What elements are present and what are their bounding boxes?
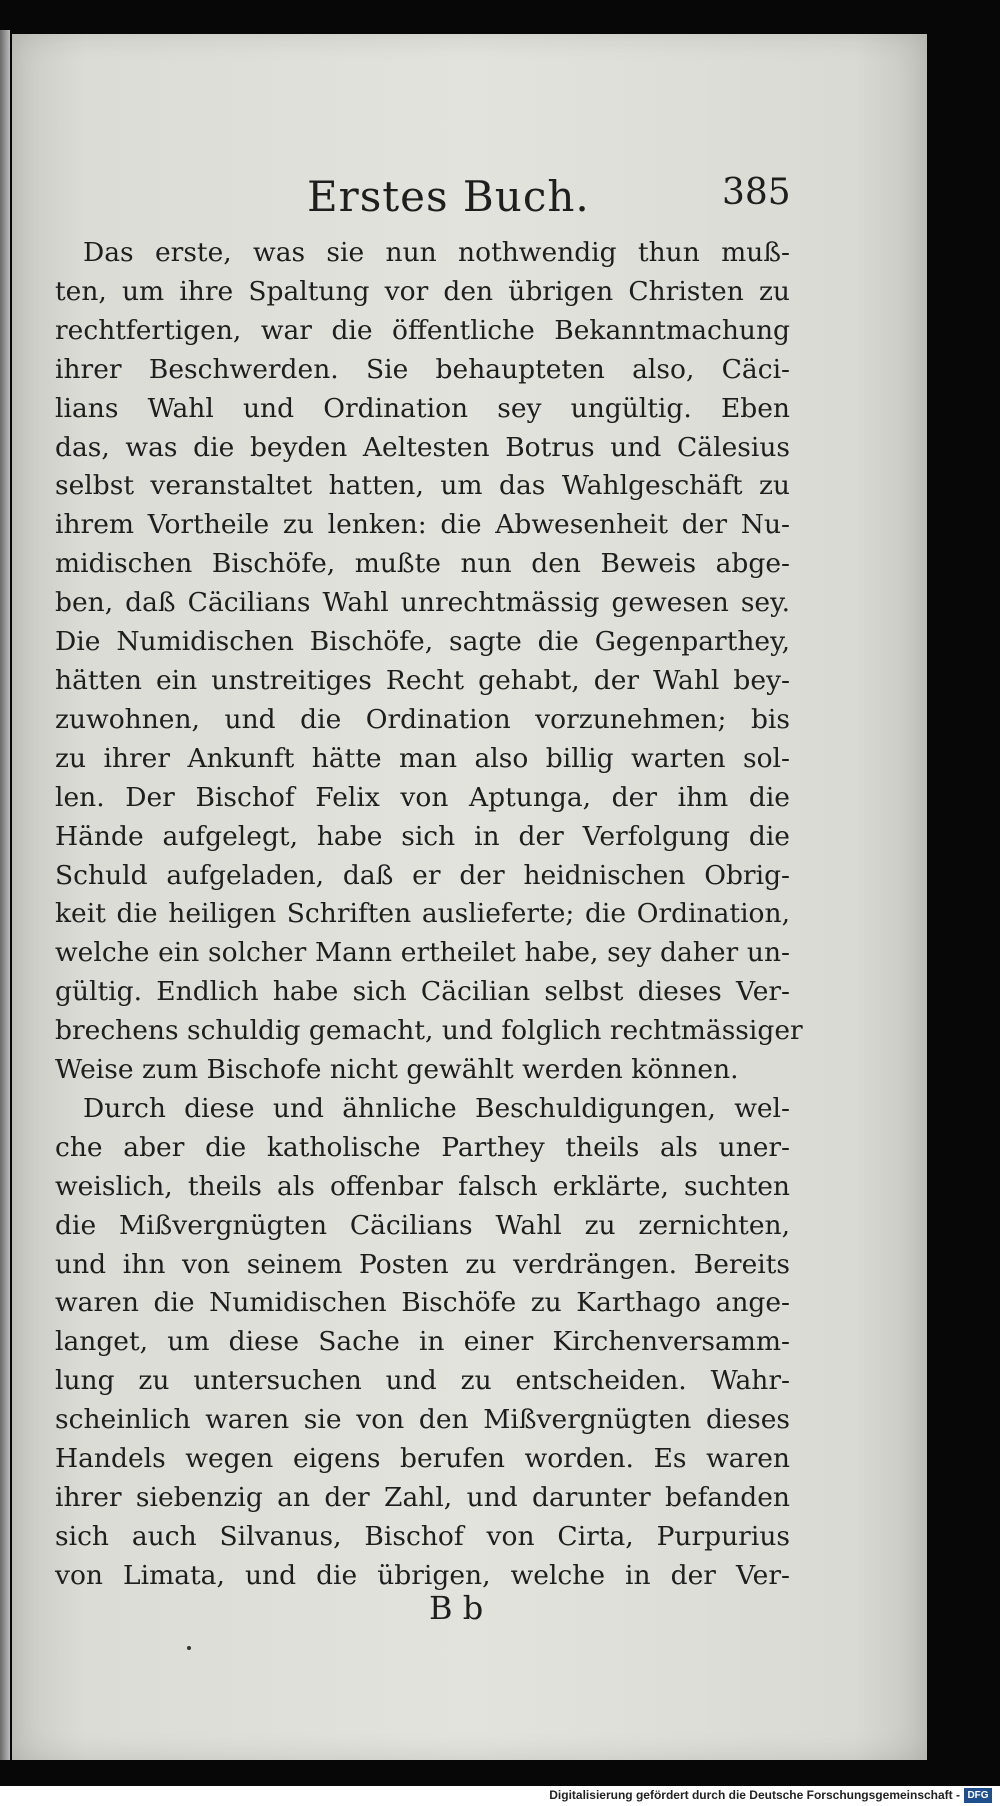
text-line: ben, daß Cäcilians Wahl unrechtmässig gewesen sey. — [55, 587, 790, 619]
text-line: Durch diese und ähnliche Beschuldigungen, wel- — [83, 1092, 790, 1124]
running-title: Erstes Buch. — [307, 172, 590, 221]
text-line: selbst veranstaltet hatten, um das Wahlgeschäft zu — [55, 470, 790, 502]
text-line: Handels wegen eigens berufen worden. Es waren — [55, 1443, 790, 1475]
text-line: hätten ein unstreitiges Recht gehabt, der Wahl bey- — [55, 664, 790, 696]
text-line: ten, um ihre Spaltung vor den übrigen Christen zu — [55, 275, 790, 307]
body-text — [55, 234, 803, 1596]
text-line: midischen Bischöfe, mußte nun den Beweis abge- — [55, 548, 790, 580]
text-line: zuwohnen, und die Ordination vorzunehmen; bis — [55, 703, 790, 735]
book-page — [12, 34, 927, 1760]
text-line: das, was die beyden Aeltesten Botrus und Cälesius — [55, 431, 790, 463]
footer-credit: Digitalisierung gefördert durch die Deutsche Forschungsgemeinschaft - — [549, 1788, 960, 1802]
text-line: waren die Numidischen Bischöfe zu Karthago ange- — [55, 1287, 790, 1319]
text-line: und ihn von seinem Posten zu verdrängen. Bereits — [55, 1248, 790, 1280]
text-line: keit die heiligen Schriften auslieferte; die Ordination, — [55, 898, 790, 930]
footer-bar — [0, 1786, 1000, 1806]
text-line: gültig. Endlich habe sich Cäcilian selbst dieses Ver- — [55, 976, 790, 1008]
text-line: lians Wahl und Ordination sey ungültig. Eben — [55, 392, 790, 424]
text-line: len. Der Bischof Felix von Aptunga, der ihm die — [55, 781, 790, 813]
text-line: ihrer Beschwerden. Sie behaupteten also, Cäci- — [55, 353, 790, 385]
text-line: brechens schuldig gemacht, und folglich rechtmässiger — [55, 1015, 803, 1047]
text-line: ihrer siebenzig an der Zahl, und darunter befanden — [55, 1482, 790, 1513]
text-line: welche ein solcher Mann ertheilet habe, sey daher un- — [55, 937, 790, 969]
text-line: weislich, theils als offenbar falsch erklärte, suchten — [55, 1170, 790, 1202]
text-line: Hände aufgelegt, habe sich in der Verfolgung die — [55, 820, 790, 852]
text-line: sich auch Silvanus, Bischof von Cirta, Purpurius — [55, 1520, 790, 1552]
text-line: Weise zum Bischofe nicht gewählt werden können. — [55, 1054, 739, 1086]
text-line: die Mißvergnügten Cäcilians Wahl zu zernichten, — [55, 1209, 790, 1241]
dfg-logo-icon: DFG — [964, 1788, 992, 1803]
page-header — [12, 144, 927, 221]
text-line: lung zu untersuchen und zu entscheiden. Wahr- — [55, 1365, 790, 1397]
page-number: 385 — [722, 172, 791, 213]
text-line: rechtfertigen, war die öffentliche Bekanntmachung — [55, 314, 790, 346]
text-line: Die Numidischen Bischöfe, sagte die Gegenparthey, — [55, 626, 790, 658]
scan-left-edge — [0, 30, 10, 1760]
text-line: che aber die katholische Parthey theils als uner- — [55, 1131, 790, 1163]
text-line: Schuld aufgeladen, daß er der heidnischen Obrig- — [55, 859, 790, 891]
ink-speck — [187, 1646, 191, 1650]
text-line: zu ihrer Ankunft hätte man also billig warten sol- — [55, 742, 790, 774]
text-line: ihrem Vortheile zu lenken: die Abwesenheit der Nu- — [55, 509, 790, 541]
signature-mark: B b — [429, 1589, 484, 1627]
text-line: langet, um diese Sache in einer Kirchenversamm- — [55, 1326, 790, 1358]
text-line: Das erste, was sie nun nothwendig thun muß- — [83, 237, 790, 268]
text-line: von Limata, und die übrigen, welche in der Ver- — [55, 1559, 790, 1591]
text-line: scheinlich waren sie von den Mißvergnügten dieses — [55, 1404, 790, 1436]
